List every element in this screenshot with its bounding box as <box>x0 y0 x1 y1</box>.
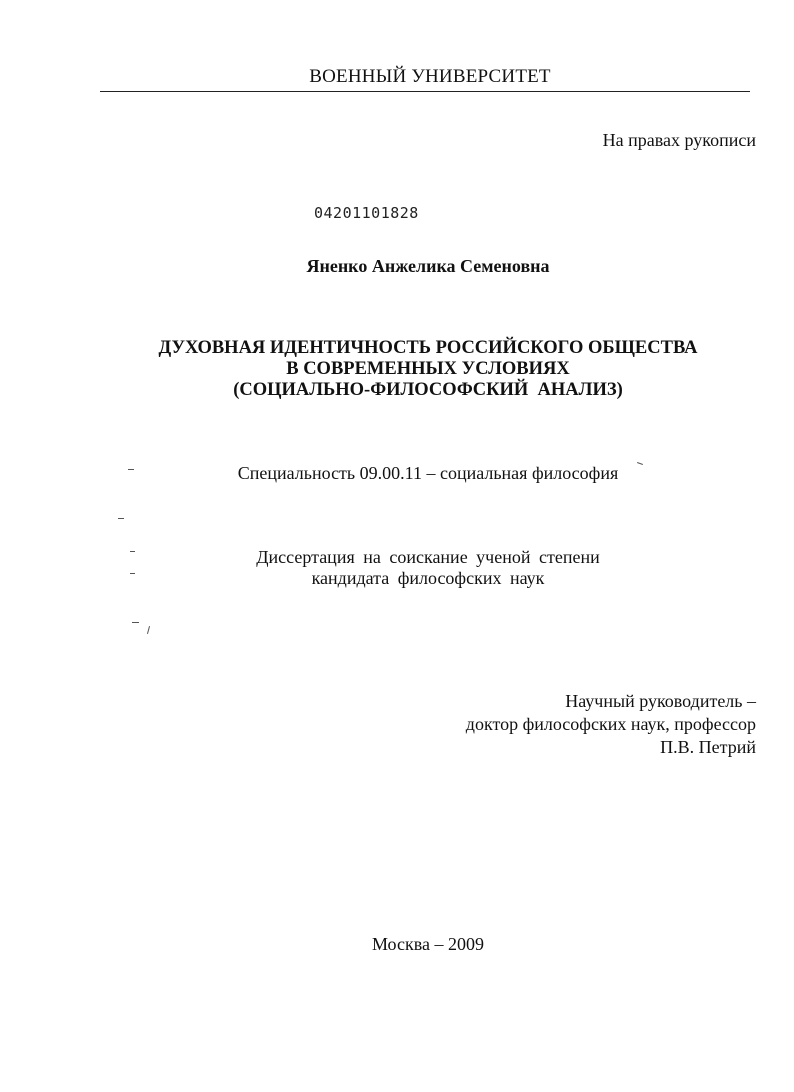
scan-speck <box>132 622 139 623</box>
degree-line: кандидата философских наук <box>311 568 545 588</box>
rights-note: На правах рукописи <box>602 130 756 150</box>
scientific-advisor <box>466 690 756 759</box>
title-line: ДУХОВНАЯ ИДЕНТИЧНОСТЬ РОССИЙСКОГО ОБЩЕСТВА <box>158 338 698 358</box>
advisor-name: П.В. Петрий <box>660 737 756 757</box>
scan-speck <box>130 573 135 574</box>
university-name: ВОЕННЫЙ УНИВЕРСИТЕТ <box>309 66 551 87</box>
scan-speck <box>130 551 135 552</box>
city-year: Москва – 2009 <box>372 934 484 954</box>
title-line: В СОВРЕМЕННЫХ УСЛОВИЯХ <box>286 359 570 379</box>
advisor-degree: доктор философских наук, профессор <box>465 714 756 734</box>
advisor-label: Научный руководитель – <box>565 691 756 711</box>
dissertation-title <box>0 338 794 401</box>
specialty-line: Специальность 09.00.11 – социальная философия <box>237 463 619 483</box>
title-line: (СОЦИАЛЬНО-ФИЛОСОФСКИЙ АНАЛИЗ) <box>233 380 623 400</box>
scan-speck <box>128 469 134 470</box>
header-divider <box>100 91 750 92</box>
scan-speck <box>118 518 124 519</box>
catalog-code: 04201101828 <box>314 204 419 222</box>
author-name: Яненко Анжелика Семеновна <box>306 256 550 276</box>
scan-speck <box>147 626 150 634</box>
degree-line: Диссертация на соискание ученой степени <box>256 547 600 567</box>
degree-statement <box>0 547 794 589</box>
